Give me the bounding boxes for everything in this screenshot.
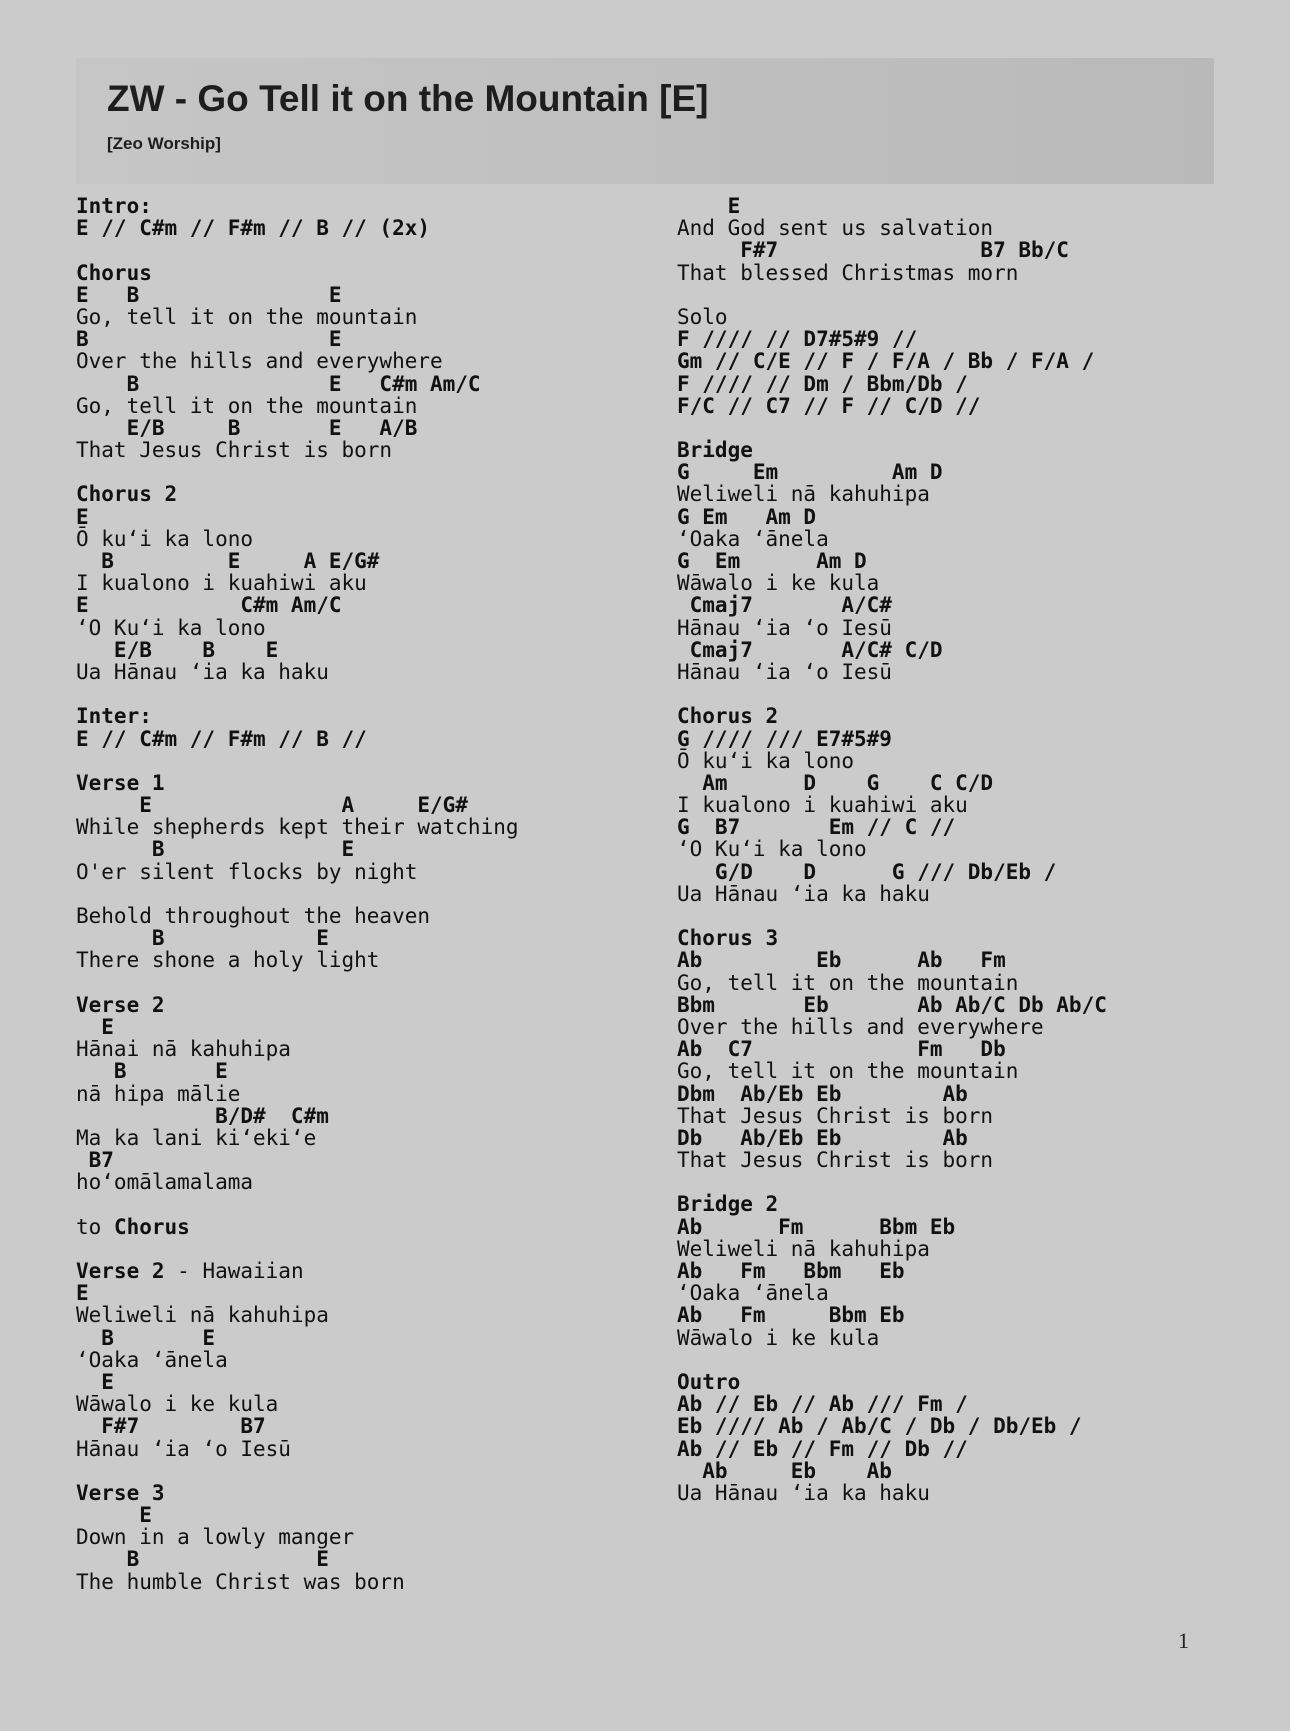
- chord-line: Ab Fm Bbm Eb: [677, 1214, 956, 1239]
- right-column: [677, 195, 1237, 1504]
- section-heading: Bridge: [677, 438, 753, 463]
- lyric-line: Ua Hānau ʻia ka haku: [677, 1480, 930, 1505]
- chord-line: Dbm Ab/Eb Eb Ab: [677, 1081, 968, 1106]
- lyric-line: Wāwalo i ke kula: [677, 1325, 880, 1350]
- section-heading: Inter:: [76, 704, 152, 729]
- section-heading: Chorus 2: [677, 704, 779, 729]
- blank-line: [76, 1460, 636, 1482]
- section-heading: Verse 2: [76, 992, 165, 1017]
- blank-line: [76, 1238, 636, 1260]
- blank-line: [76, 1193, 636, 1215]
- page-number: 1: [1178, 1628, 1189, 1653]
- chord-line: Ab // Eb // Fm // Db //: [677, 1436, 968, 1461]
- lyric-line: Over the hills and everywhere: [677, 1014, 1044, 1039]
- lyric-line: I kualono i kuahiwi aku: [677, 793, 968, 818]
- line-text: - Hawaiian: [164, 1259, 304, 1283]
- section-heading: Intro:: [76, 194, 152, 218]
- lyric-line: Hānau ʻia ʻo Iesū: [677, 615, 892, 640]
- chord-line: Db Ab/Eb Eb Ab: [677, 1125, 968, 1150]
- lyric-line: ʻOaka ʻānela: [76, 1347, 228, 1372]
- chord-line: B E A E/G#: [76, 549, 380, 573]
- lyric-line: Wāwalo i ke kula: [677, 571, 880, 596]
- lyric-line: nā hipa mālie: [76, 1081, 241, 1106]
- lyric-line: Go, tell it on the mountain: [76, 304, 418, 329]
- section-heading: Outro: [677, 1369, 741, 1394]
- lyric-line: Down in a lowly manger: [76, 1525, 355, 1550]
- blank-line: [76, 683, 636, 705]
- blank-line: [76, 883, 636, 905]
- lyric-line: Hānau ʻia ʻo Iesū: [76, 1436, 291, 1461]
- blank-line: [76, 461, 636, 483]
- lyric-line: Go, tell it on the mountain: [677, 970, 1019, 995]
- chord-line: F //// // D7#5#9 //: [677, 327, 918, 352]
- chord-line: Gm // C/E // F / F/A / Bb / F/A /: [677, 349, 1095, 374]
- chord-line: E // C#m // F#m // B //: [76, 726, 367, 751]
- section-heading: Verse 2: [76, 1259, 165, 1283]
- lyric-line: Go, tell it on the mountain: [76, 393, 418, 418]
- chord-line: G/D D G /// Db/Eb /: [677, 859, 1057, 884]
- chord-line: Ab // Eb // Ab /// Fm /: [677, 1392, 968, 1417]
- blank-line: [76, 239, 636, 261]
- chord-line: F#7 B7 Bb/C: [677, 238, 1069, 263]
- chord-line: E // C#m // F#m // B // (2x): [76, 216, 431, 241]
- chord-line: G Em Am D: [677, 460, 943, 485]
- chord-line: B E C#m Am/C: [76, 371, 481, 396]
- lyric-line: The humble Christ was born: [76, 1569, 405, 1594]
- section-heading: Bridge 2: [677, 1192, 779, 1217]
- chord-line: B/D# C#m: [76, 1103, 329, 1128]
- chord-line: Ab Eb Ab: [677, 1458, 892, 1483]
- chord-line: B E: [76, 1059, 228, 1084]
- section-heading: Verse 1: [76, 770, 165, 795]
- lyric-line: That Jesus Christ is born: [677, 1148, 994, 1173]
- chord-line: Am D G C C/D: [677, 770, 994, 795]
- chord-line: E/B B E A/B: [76, 415, 418, 440]
- lyric-line: hoʻomālamalama: [76, 1170, 254, 1195]
- chord-line: Ab Eb Ab Fm: [677, 948, 1006, 973]
- lyric-line: Hānai nā kahuhipa: [76, 1037, 291, 1062]
- lyric-line: I kualono i kuahiwi aku: [76, 571, 367, 596]
- lyric-line: Wāwalo i ke kula: [76, 1392, 279, 1417]
- blank-line: [677, 417, 1237, 439]
- chord-line: Cmaj7 A/C#: [677, 593, 892, 618]
- chord-line: G Em Am D: [677, 504, 817, 529]
- lyric-line: Solo: [677, 304, 728, 329]
- line-text: to: [76, 1214, 114, 1239]
- chord-line: E: [76, 1014, 114, 1039]
- section-heading: Chorus 3: [677, 926, 779, 951]
- chord-line: B7: [76, 1148, 114, 1173]
- left-column: [76, 195, 636, 1593]
- blank-line: [677, 905, 1237, 927]
- chord-line: Ab Fm Bbm Eb: [677, 1303, 905, 1328]
- lyric-line: That Jesus Christ is born: [677, 1103, 994, 1128]
- chord-line: Ab Fm Bbm Eb: [677, 1259, 905, 1283]
- chord-line: E: [76, 1503, 152, 1528]
- lyric-line: Weliweli nā kahuhipa: [677, 1236, 930, 1261]
- chord-line: E: [76, 504, 89, 529]
- lyric-line: ʻOaka ʻānela: [677, 1281, 829, 1306]
- lyric-line: And God sent us salvation: [677, 216, 994, 241]
- lyric-line: Ua Hānau ʻia ka haku: [677, 881, 930, 906]
- chord-line: Bbm Eb Ab Ab/C Db Ab/C: [677, 992, 1107, 1017]
- blank-line: [76, 972, 636, 994]
- title-banner: [76, 58, 1214, 184]
- mixed-line: [76, 1216, 636, 1238]
- lyric-line: Go, tell it on the mountain: [677, 1059, 1019, 1084]
- chord-line: B E: [76, 1325, 216, 1350]
- lyric-line: ʻO Kuʻi ka lono: [76, 615, 266, 640]
- lyric-line: Over the hills and everywhere: [76, 349, 443, 374]
- chord-line: G B7 Em // C //: [677, 815, 956, 840]
- chord-line: F //// // Dm / Bbm/Db /: [677, 371, 968, 396]
- lyric-line: There shone a holy light: [76, 948, 380, 973]
- lyric-line: Ō kuʻi ka lono: [76, 526, 254, 551]
- chord-line: E: [677, 194, 741, 218]
- section-heading: Verse 3: [76, 1480, 165, 1505]
- lyric-line: While shepherds kept their watching: [76, 815, 519, 840]
- chord-line: E/B B E: [76, 637, 279, 662]
- chord-line: G //// /// E7#5#9: [677, 726, 892, 751]
- chord-line: B E: [76, 327, 342, 352]
- chord-line: B E: [76, 1547, 329, 1572]
- chord-line: Cmaj7 A/C# C/D: [677, 637, 943, 662]
- blank-line: [677, 1349, 1237, 1371]
- song-artist: [Zeo Worship]: [107, 134, 221, 153]
- lyric-line: Hānau ʻia ʻo Iesū: [677, 659, 892, 684]
- chord-line: F#7 B7: [76, 1414, 266, 1439]
- section-heading: Chorus: [76, 260, 152, 285]
- chord-line: Eb //// Ab / Ab/C / Db / Db/Eb /: [677, 1414, 1082, 1439]
- lyric-line: ʻOaka ʻānela: [677, 526, 829, 551]
- lyric-line: O'er silent flocks by night: [76, 859, 418, 884]
- lyric-line: Ma ka lani kiʻekiʻe: [76, 1125, 317, 1150]
- chord-line: F/C // C7 // F // C/D //: [677, 393, 981, 418]
- lyric-line: ʻO Kuʻi ka lono: [677, 837, 867, 862]
- chord-line: B E: [76, 837, 355, 862]
- lyric-line: Ua Hānau ʻia ka haku: [76, 659, 329, 684]
- section-heading: Chorus: [113, 1214, 190, 1239]
- chord-line: B E: [76, 926, 329, 951]
- lyric-line: That blessed Christmas morn: [677, 260, 1019, 285]
- lyric-line: That Jesus Christ is born: [76, 438, 393, 463]
- chord-line: E A E/G#: [76, 793, 468, 818]
- chord-line: E: [76, 1369, 114, 1394]
- chord-line: G Em Am D: [677, 549, 867, 573]
- lyric-line: Weliweli nā kahuhipa: [76, 1303, 329, 1328]
- chord-line: E B E: [76, 282, 342, 307]
- blank-line: [677, 1171, 1237, 1193]
- chord-line: Ab C7 Fm Db: [677, 1037, 1006, 1062]
- section-heading: Chorus 2: [76, 482, 178, 507]
- lyric-line: Weliweli nā kahuhipa: [677, 482, 930, 507]
- chord-line: E C#m Am/C: [76, 593, 342, 618]
- blank-line: [76, 750, 636, 772]
- song-title: ZW - Go Tell it on the Mountain [E]: [107, 78, 709, 119]
- mixed-line: [76, 1260, 636, 1282]
- lyric-line: Behold throughout the heaven: [76, 904, 431, 928]
- chord-line: E: [76, 1281, 89, 1306]
- lyric-line: Ō kuʻi ka lono: [677, 748, 855, 773]
- blank-line: [677, 683, 1237, 705]
- blank-line: [677, 284, 1237, 306]
